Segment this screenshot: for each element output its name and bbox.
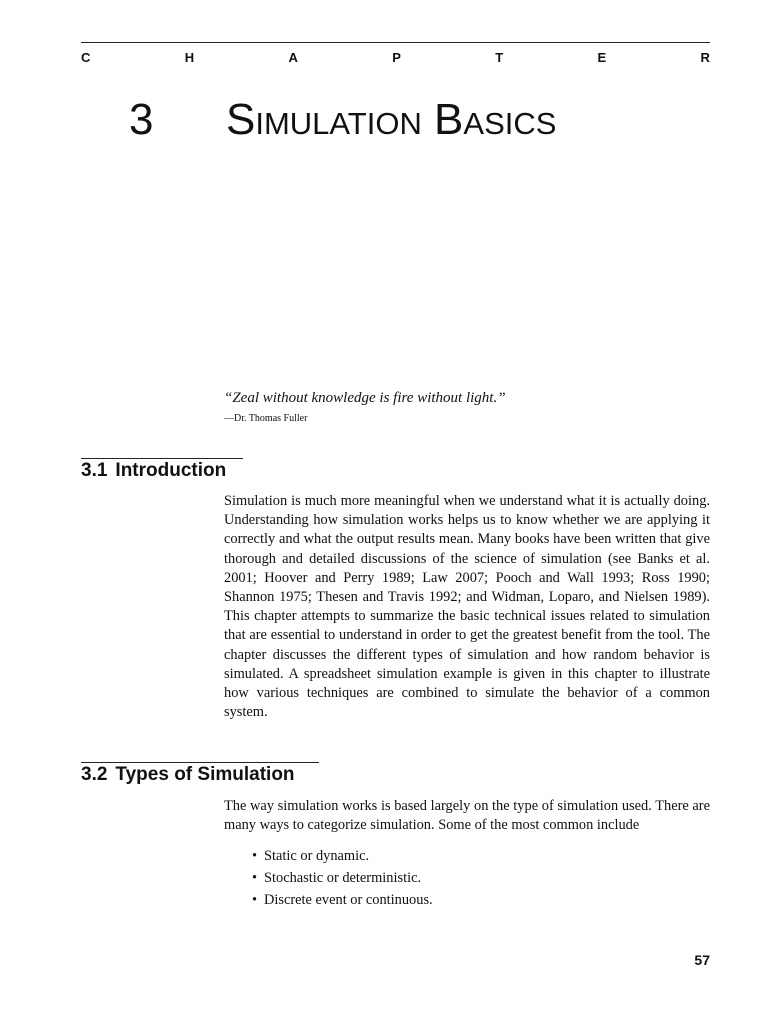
- chapter-letter: C: [81, 50, 91, 65]
- page-number: 57: [694, 952, 710, 968]
- chapter-letter: T: [495, 50, 504, 65]
- epigraph-author: —Dr. Thomas Fuller: [224, 413, 308, 424]
- chapter-letter: A: [288, 50, 298, 65]
- chapter-label: [81, 50, 710, 65]
- chapter-letter: E: [597, 50, 607, 65]
- epigraph: [224, 389, 710, 424]
- section-title: Introduction: [115, 460, 227, 481]
- section-heading: [81, 763, 295, 787]
- chapter-title: Simulation Basics: [226, 95, 557, 144]
- chapter-letter: H: [184, 50, 195, 65]
- section-paragraph: The way simulation works is based largely on the type of simulation used. There are many ways to categorize simulation. Some of the most common include: [224, 798, 710, 834]
- chapter-letter: R: [700, 50, 710, 65]
- section-paragraph: Simulation is much more meaningful when we understand what it is actually doing. Understanding how simulation works helps us to know whether we are applying it correctly and what the output results mean. Many books have been written that give thorough and detailed discussions of the science of simulation (see Banks et al. 2001; Hoover and Perry 1989; Law 2007; Pooch and Wall 1993; Ross 1990; Shannon 1975; Thesen and Travis 1992; and Widman, Loparo, and Nielsen 1989). This chapter attempts to summarize the basic technical issues related to simulation that are essential to understand in order to get the greatest benefit from the tool. The chapter discusses the different types of simulation and how random behavior is simulated. A spreadsheet simulation example is given in this chapter to illustrate how various techniques are combined to simulate the behavior of a common system.: [224, 493, 710, 721]
- list-item: [252, 845, 692, 867]
- bullet-icon: •: [252, 848, 258, 864]
- list-item-text: Discrete event or continuous.: [264, 892, 433, 908]
- epigraph-quote: “Zeal without knowledge is fire without light.”: [224, 390, 506, 406]
- bullet-list: [252, 845, 692, 911]
- chapter-letter: P: [392, 50, 401, 65]
- list-item: [252, 889, 692, 911]
- list-item: [252, 867, 692, 889]
- section-title: Types of Simulation: [115, 764, 295, 785]
- section-heading: [81, 459, 226, 483]
- list-item-text: Static or dynamic.: [264, 848, 370, 864]
- chapter-top-rule: [81, 42, 710, 43]
- section-number: 3.1: [81, 460, 108, 481]
- section-number: 3.2: [81, 764, 108, 785]
- chapter-number: 3: [129, 95, 154, 144]
- bullet-icon: •: [252, 870, 258, 886]
- list-item-text: Stochastic or deterministic.: [264, 870, 422, 886]
- bullet-icon: •: [252, 892, 258, 908]
